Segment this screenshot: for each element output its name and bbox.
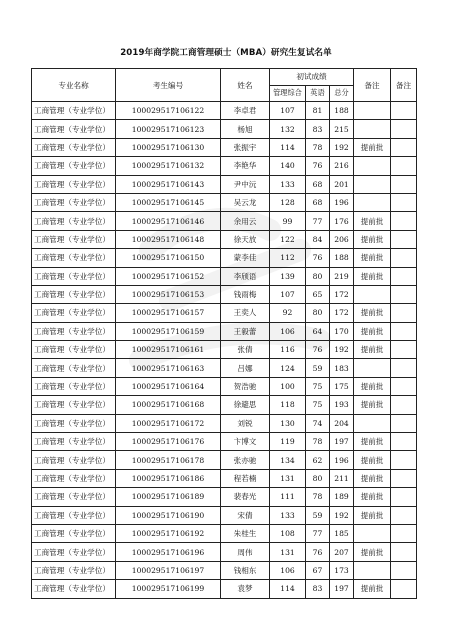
english-score-cell: 78: [306, 433, 330, 451]
major-cell: 工商管理（专业学位）: [32, 488, 116, 506]
name-cell: 裴春光: [221, 488, 270, 506]
note-cell: 提前批: [354, 138, 391, 156]
table-row: [32, 230, 417, 248]
table-row: [32, 561, 417, 579]
total-score-cell: 197: [330, 433, 354, 451]
note-cell: [354, 285, 391, 303]
note-cell: 提前批: [354, 322, 391, 340]
name-cell: 余用云: [221, 212, 270, 230]
note-2-cell: [391, 524, 417, 542]
english-score-cell: 67: [306, 561, 330, 579]
note-cell: 提前批: [354, 341, 391, 359]
name-cell: 李艳华: [221, 157, 270, 175]
total-score-cell: 172: [330, 304, 354, 322]
header-major: 专业名称: [32, 69, 116, 102]
exam-id-cell: 100029517106152: [116, 267, 221, 285]
exam-id-cell: 100029517106197: [116, 561, 221, 579]
name-cell: 蒙李佳: [221, 249, 270, 267]
mgmt-score-cell: 139: [270, 267, 306, 285]
mgmt-score-cell: 106: [270, 561, 306, 579]
note-cell: [354, 157, 391, 175]
major-cell: 工商管理（专业学位）: [32, 157, 116, 175]
note-cell: 提前批: [354, 488, 391, 506]
major-cell: 工商管理（专业学位）: [32, 561, 116, 579]
note-cell: 提前批: [354, 433, 391, 451]
english-score-cell: 83: [306, 120, 330, 138]
exam-id-cell: 100029517106176: [116, 433, 221, 451]
major-cell: 工商管理（专业学位）: [32, 451, 116, 469]
table-row: [32, 157, 417, 175]
english-score-cell: 78: [306, 488, 330, 506]
table-row: [32, 469, 417, 487]
english-score-cell: 80: [306, 304, 330, 322]
header-total: 总分: [330, 85, 354, 102]
name-cell: 吕娜: [221, 359, 270, 377]
mgmt-score-cell: 119: [270, 433, 306, 451]
table-row: [32, 304, 417, 322]
candidate-table: [31, 68, 417, 599]
note-2-cell: [391, 120, 417, 138]
exam-id-cell: 100029517106157: [116, 304, 221, 322]
note-2-cell: [391, 175, 417, 193]
mgmt-score-cell: 122: [270, 230, 306, 248]
mgmt-score-cell: 116: [270, 341, 306, 359]
name-cell: 李颀语: [221, 267, 270, 285]
english-score-cell: 77: [306, 212, 330, 230]
exam-id-cell: 100029517106186: [116, 469, 221, 487]
english-score-cell: 76: [306, 249, 330, 267]
exam-id-cell: 100029517106190: [116, 506, 221, 524]
header-note-1: 备注: [354, 69, 391, 102]
english-score-cell: 76: [306, 157, 330, 175]
table-row: [32, 414, 417, 432]
major-cell: 工商管理（专业学位）: [32, 193, 116, 211]
note-cell: [354, 120, 391, 138]
exam-id-cell: 100029517106199: [116, 580, 221, 598]
table-row: [32, 396, 417, 414]
note-cell: 提前批: [354, 469, 391, 487]
note-2-cell: [391, 230, 417, 248]
major-cell: 工商管理（专业学位）: [32, 469, 116, 487]
name-cell: 程若楠: [221, 469, 270, 487]
table-row: [32, 359, 417, 377]
exam-id-cell: 100029517106122: [116, 102, 221, 120]
total-score-cell: 201: [330, 175, 354, 193]
total-score-cell: 185: [330, 524, 354, 542]
english-score-cell: 84: [306, 230, 330, 248]
note-cell: [354, 359, 391, 377]
mgmt-score-cell: 114: [270, 580, 306, 598]
exam-id-cell: 100029517106143: [116, 175, 221, 193]
mgmt-score-cell: 100: [270, 377, 306, 395]
total-score-cell: 188: [330, 102, 354, 120]
mgmt-score-cell: 107: [270, 285, 306, 303]
name-cell: 张振宇: [221, 138, 270, 156]
note-cell: [354, 102, 391, 120]
english-score-cell: 75: [306, 377, 330, 395]
english-score-cell: 65: [306, 285, 330, 303]
note-cell: 提前批: [354, 377, 391, 395]
table-row: [32, 506, 417, 524]
english-score-cell: 77: [306, 524, 330, 542]
mgmt-score-cell: 140: [270, 157, 306, 175]
name-cell: 朱桂生: [221, 524, 270, 542]
header-name: 姓名: [221, 69, 270, 102]
mgmt-score-cell: 133: [270, 175, 306, 193]
mgmt-score-cell: 92: [270, 304, 306, 322]
major-cell: 工商管理（专业学位）: [32, 230, 116, 248]
exam-id-cell: 100029517106146: [116, 212, 221, 230]
english-score-cell: 80: [306, 267, 330, 285]
note-2-cell: [391, 469, 417, 487]
name-cell: 袁梦: [221, 580, 270, 598]
major-cell: 工商管理（专业学位）: [32, 506, 116, 524]
major-cell: 工商管理（专业学位）: [32, 377, 116, 395]
total-score-cell: 204: [330, 414, 354, 432]
exam-id-cell: 100029517106168: [116, 396, 221, 414]
major-cell: 工商管理（专业学位）: [32, 396, 116, 414]
exam-id-cell: 100029517106150: [116, 249, 221, 267]
total-score-cell: 211: [330, 469, 354, 487]
major-cell: 工商管理（专业学位）: [32, 285, 116, 303]
exam-id-cell: 100029517106132: [116, 157, 221, 175]
mgmt-score-cell: 106: [270, 322, 306, 340]
total-score-cell: 196: [330, 451, 354, 469]
name-cell: 尹中沅: [221, 175, 270, 193]
english-score-cell: 75: [306, 396, 330, 414]
note-2-cell: [391, 157, 417, 175]
exam-id-cell: 100029517106123: [116, 120, 221, 138]
note-2-cell: [391, 193, 417, 211]
note-2-cell: [391, 322, 417, 340]
note-cell: 提前批: [354, 212, 391, 230]
english-score-cell: 68: [306, 175, 330, 193]
note-2-cell: [391, 102, 417, 120]
mgmt-score-cell: 124: [270, 359, 306, 377]
total-score-cell: 206: [330, 230, 354, 248]
name-cell: 王毅蕾: [221, 322, 270, 340]
note-2-cell: [391, 414, 417, 432]
total-score-cell: 192: [330, 341, 354, 359]
mgmt-score-cell: 131: [270, 469, 306, 487]
mgmt-score-cell: 133: [270, 506, 306, 524]
mgmt-score-cell: 132: [270, 120, 306, 138]
total-score-cell: 215: [330, 120, 354, 138]
english-score-cell: 59: [306, 506, 330, 524]
note-2-cell: [391, 138, 417, 156]
english-score-cell: 78: [306, 138, 330, 156]
major-cell: 工商管理（专业学位）: [32, 433, 116, 451]
name-cell: 钱雨梅: [221, 285, 270, 303]
name-cell: 刘锐: [221, 414, 270, 432]
table-row: [32, 524, 417, 542]
header-initial-scores: 初试成绩: [270, 69, 354, 86]
mgmt-score-cell: 131: [270, 543, 306, 561]
english-score-cell: 62: [306, 451, 330, 469]
note-cell: 提前批: [354, 304, 391, 322]
name-cell: 周伟: [221, 543, 270, 561]
table-row: [32, 138, 417, 156]
table-row: [32, 102, 417, 120]
total-score-cell: 183: [330, 359, 354, 377]
note-2-cell: [391, 543, 417, 561]
english-score-cell: 64: [306, 322, 330, 340]
note-2-cell: [391, 433, 417, 451]
major-cell: 工商管理（专业学位）: [32, 120, 116, 138]
total-score-cell: 189: [330, 488, 354, 506]
total-score-cell: 192: [330, 506, 354, 524]
table-row: [32, 267, 417, 285]
name-cell: 徐避思: [221, 396, 270, 414]
note-cell: 提前批: [354, 451, 391, 469]
total-score-cell: 216: [330, 157, 354, 175]
note-2-cell: [391, 377, 417, 395]
major-cell: 工商管理（专业学位）: [32, 322, 116, 340]
exam-id-cell: 100029517106163: [116, 359, 221, 377]
mgmt-score-cell: 134: [270, 451, 306, 469]
major-cell: 工商管理（专业学位）: [32, 543, 116, 561]
mgmt-score-cell: 108: [270, 524, 306, 542]
name-cell: 张倩: [221, 341, 270, 359]
english-score-cell: 59: [306, 359, 330, 377]
major-cell: 工商管理（专业学位）: [32, 580, 116, 598]
name-cell: 吴云龙: [221, 193, 270, 211]
note-2-cell: [391, 359, 417, 377]
table-row: [32, 322, 417, 340]
name-cell: 贺浩驰: [221, 377, 270, 395]
note-2-cell: [391, 304, 417, 322]
mgmt-score-cell: 128: [270, 193, 306, 211]
exam-id-cell: 100029517106192: [116, 524, 221, 542]
exam-id-cell: 100029517106196: [116, 543, 221, 561]
note-cell: 提前批: [354, 249, 391, 267]
note-cell: 提前批: [354, 396, 391, 414]
name-cell: 徐天放: [221, 230, 270, 248]
table-row: [32, 543, 417, 561]
note-2-cell: [391, 561, 417, 579]
note-cell: 提前批: [354, 543, 391, 561]
total-score-cell: 170: [330, 322, 354, 340]
english-score-cell: 76: [306, 543, 330, 561]
major-cell: 工商管理（专业学位）: [32, 267, 116, 285]
table-row: [32, 120, 417, 138]
exam-id-cell: 100029517106164: [116, 377, 221, 395]
name-cell: 李卓君: [221, 102, 270, 120]
exam-id-cell: 100029517106148: [116, 230, 221, 248]
table-row: [32, 212, 417, 230]
table-row: [32, 249, 417, 267]
major-cell: 工商管理（专业学位）: [32, 102, 116, 120]
english-score-cell: 81: [306, 102, 330, 120]
table-row: [32, 488, 417, 506]
total-score-cell: 173: [330, 561, 354, 579]
header-exam-id: 考生编号: [116, 69, 221, 102]
major-cell: 工商管理（专业学位）: [32, 414, 116, 432]
exam-id-cell: 100029517106172: [116, 414, 221, 432]
note-2-cell: [391, 506, 417, 524]
name-cell: 宋倩: [221, 506, 270, 524]
exam-id-cell: 100029517106130: [116, 138, 221, 156]
note-cell: [354, 414, 391, 432]
note-2-cell: [391, 285, 417, 303]
total-score-cell: 193: [330, 396, 354, 414]
note-cell: 提前批: [354, 267, 391, 285]
note-2-cell: [391, 341, 417, 359]
note-cell: [354, 561, 391, 579]
table-row: [32, 341, 417, 359]
exam-id-cell: 100029517106161: [116, 341, 221, 359]
name-cell: 张亦驰: [221, 451, 270, 469]
note-2-cell: [391, 488, 417, 506]
major-cell: 工商管理（专业学位）: [32, 304, 116, 322]
english-score-cell: 80: [306, 469, 330, 487]
total-score-cell: 192: [330, 138, 354, 156]
total-score-cell: 207: [330, 543, 354, 561]
table-row: [32, 451, 417, 469]
note-2-cell: [391, 267, 417, 285]
mgmt-score-cell: 130: [270, 414, 306, 432]
header-note-2: 备注: [391, 69, 417, 102]
major-cell: 工商管理（专业学位）: [32, 249, 116, 267]
total-score-cell: 188: [330, 249, 354, 267]
total-score-cell: 197: [330, 580, 354, 598]
major-cell: 工商管理（专业学位）: [32, 138, 116, 156]
major-cell: 工商管理（专业学位）: [32, 212, 116, 230]
table-row: [32, 580, 417, 598]
total-score-cell: 172: [330, 285, 354, 303]
name-cell: 王奕人: [221, 304, 270, 322]
total-score-cell: 196: [330, 193, 354, 211]
table-row: [32, 175, 417, 193]
name-cell: 杨旭: [221, 120, 270, 138]
note-2-cell: [391, 249, 417, 267]
english-score-cell: 83: [306, 580, 330, 598]
exam-id-cell: 100029517106159: [116, 322, 221, 340]
note-2-cell: [391, 451, 417, 469]
name-cell: 钱相东: [221, 561, 270, 579]
table-row: [32, 193, 417, 211]
header-mgmt: 管理综合: [270, 85, 306, 102]
major-cell: 工商管理（专业学位）: [32, 359, 116, 377]
exam-id-cell: 100029517106145: [116, 193, 221, 211]
major-cell: 工商管理（专业学位）: [32, 341, 116, 359]
total-score-cell: 175: [330, 377, 354, 395]
note-cell: [354, 193, 391, 211]
note-2-cell: [391, 396, 417, 414]
table-body: [32, 102, 417, 599]
total-score-cell: 176: [330, 212, 354, 230]
note-cell: 提前批: [354, 506, 391, 524]
header-english: 英语: [306, 85, 330, 102]
note-cell: 提前批: [354, 230, 391, 248]
mgmt-score-cell: 114: [270, 138, 306, 156]
major-cell: 工商管理（专业学位）: [32, 524, 116, 542]
english-score-cell: 74: [306, 414, 330, 432]
note-2-cell: [391, 212, 417, 230]
mgmt-score-cell: 118: [270, 396, 306, 414]
note-cell: [354, 524, 391, 542]
exam-id-cell: 100029517106178: [116, 451, 221, 469]
note-2-cell: [391, 580, 417, 598]
mgmt-score-cell: 107: [270, 102, 306, 120]
exam-id-cell: 100029517106153: [116, 285, 221, 303]
exam-id-cell: 100029517106189: [116, 488, 221, 506]
table-row: [32, 377, 417, 395]
note-cell: [354, 175, 391, 193]
total-score-cell: 219: [330, 267, 354, 285]
english-score-cell: 68: [306, 193, 330, 211]
name-cell: 卞博文: [221, 433, 270, 451]
page-title: 2019年商学院工商管理硕士（MBA）研究生复试名单: [120, 48, 332, 58]
mgmt-score-cell: 111: [270, 488, 306, 506]
major-cell: 工商管理（专业学位）: [32, 175, 116, 193]
mgmt-score-cell: 112: [270, 249, 306, 267]
table-row: [32, 285, 417, 303]
table-row: [32, 433, 417, 451]
mgmt-score-cell: 99: [270, 212, 306, 230]
english-score-cell: 76: [306, 341, 330, 359]
note-cell: 提前批: [354, 580, 391, 598]
